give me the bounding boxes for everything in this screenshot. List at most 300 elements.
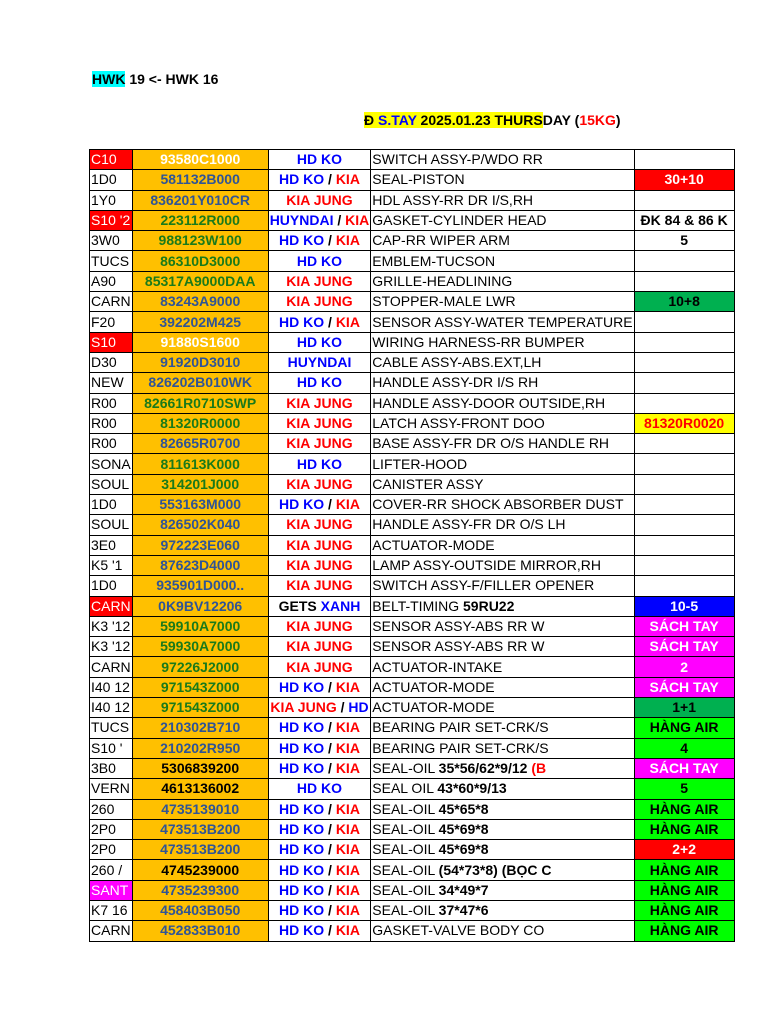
cell-note[interactable]: [634, 738, 734, 758]
cell-source[interactable]: [268, 292, 371, 312]
cell-description[interactable]: [371, 474, 634, 494]
sheet-header-date: [364, 112, 621, 128]
source-part: HD KO: [296, 333, 343, 350]
note-part: 81320R0020: [644, 415, 725, 431]
cell-source[interactable]: [268, 170, 371, 190]
cell-model[interactable]: 1D0: [90, 495, 133, 515]
cell-note[interactable]: [634, 474, 734, 494]
source-part: HD KO: [279, 678, 325, 695]
cell-source[interactable]: [268, 332, 371, 352]
cell-part-number[interactable]: 97226J2000: [132, 657, 268, 677]
cell-model[interactable]: I40 12: [90, 677, 133, 697]
cell-model[interactable]: VERN: [90, 779, 133, 799]
cell-description[interactable]: [371, 555, 634, 575]
cell-part-number[interactable]: 87623D4000: [132, 555, 268, 575]
cell-description[interactable]: [371, 413, 634, 433]
cell-part-number[interactable]: 935901D000..: [132, 576, 268, 596]
source-part: HD KO: [296, 252, 343, 269]
cell-part-number[interactable]: 553163M000: [132, 495, 268, 515]
cell-source[interactable]: [268, 738, 371, 758]
cell-description[interactable]: [371, 515, 634, 535]
cell-note[interactable]: [634, 576, 734, 596]
table-row: [90, 698, 735, 718]
description-part: BELT-TIMING: [372, 597, 464, 614]
cell-note[interactable]: [634, 292, 734, 312]
cell-model[interactable]: 260 /: [90, 860, 133, 880]
cell-note[interactable]: [634, 434, 734, 454]
cell-description[interactable]: [371, 535, 634, 555]
cell-model[interactable]: 1D0: [90, 576, 133, 596]
cell-source[interactable]: [268, 231, 371, 251]
parts-table-body: [90, 150, 735, 942]
cell-note[interactable]: [634, 880, 734, 900]
cell-model[interactable]: CARN: [90, 596, 133, 616]
cell-model[interactable]: D30: [90, 352, 133, 372]
cell-description[interactable]: [371, 840, 634, 860]
table-row: [90, 799, 735, 819]
table-row: [90, 170, 735, 190]
cell-model[interactable]: TUCS: [90, 718, 133, 738]
cell-part-number[interactable]: 59910A7000: [132, 616, 268, 636]
cell-note[interactable]: [634, 677, 734, 697]
table-row: [90, 434, 735, 454]
cell-note[interactable]: [634, 413, 734, 433]
source-part: KIA: [335, 496, 360, 513]
cell-description[interactable]: [371, 880, 634, 900]
cell-model[interactable]: F20: [90, 312, 133, 332]
cell-source[interactable]: [268, 657, 371, 677]
cell-source[interactable]: [268, 150, 371, 170]
description-part: HANDLE ASSY-FR DR O/S LH: [372, 516, 566, 533]
cell-part-number[interactable]: 59930A7000: [132, 637, 268, 657]
note-part: 86 K: [698, 212, 728, 229]
cell-note[interactable]: [634, 312, 734, 332]
cell-source[interactable]: [268, 515, 371, 535]
cell-part-number[interactable]: 811613K000: [132, 454, 268, 474]
cell-source[interactable]: [268, 779, 371, 799]
source-part: KIA: [335, 800, 360, 817]
note-part: SÁCH TAY: [649, 678, 719, 695]
cell-model[interactable]: K7 16: [90, 900, 133, 920]
cell-note[interactable]: [634, 637, 734, 657]
cell-description[interactable]: [371, 738, 634, 758]
note-part: 10+8: [668, 293, 700, 310]
cell-part-number[interactable]: 210302B710: [132, 718, 268, 738]
source-part: XANH: [316, 597, 361, 614]
cell-description[interactable]: [371, 758, 634, 778]
table-row: [90, 251, 735, 271]
description-part: 45*69*8: [438, 820, 489, 837]
cell-model[interactable]: I40 12: [90, 698, 133, 718]
cell-model[interactable]: 260: [90, 799, 133, 819]
cell-part-number[interactable]: 93580C1000: [132, 150, 268, 170]
table-row: [90, 393, 735, 413]
cell-description[interactable]: [371, 677, 634, 697]
cell-description[interactable]: [371, 657, 634, 677]
cell-description[interactable]: [371, 819, 634, 839]
source-part: HD KO: [279, 841, 325, 858]
cell-source[interactable]: [268, 596, 371, 616]
cell-source[interactable]: [268, 880, 371, 900]
cell-source[interactable]: [268, 576, 371, 596]
cell-source[interactable]: [268, 758, 371, 778]
cell-part-number[interactable]: 82665R0700: [132, 434, 268, 454]
table-row: [90, 738, 735, 758]
cell-description[interactable]: [371, 860, 634, 880]
cell-description[interactable]: [371, 190, 634, 210]
cell-source[interactable]: [268, 555, 371, 575]
cell-note[interactable]: [634, 454, 734, 474]
cell-note[interactable]: [634, 657, 734, 677]
cell-model[interactable]: R00: [90, 434, 133, 454]
cell-note[interactable]: [634, 170, 734, 190]
source-part: KIA JUNG: [286, 394, 353, 411]
cell-description[interactable]: [371, 271, 634, 291]
cell-model[interactable]: SONA: [90, 454, 133, 474]
source-part: HD KO: [279, 719, 325, 736]
cell-description[interactable]: [371, 251, 634, 271]
source-part: HUYNDAI: [287, 354, 352, 371]
cell-description[interactable]: [371, 921, 634, 941]
cell-model[interactable]: R00: [90, 413, 133, 433]
cell-note[interactable]: [634, 799, 734, 819]
cell-part-number[interactable]: 91920D3010: [132, 352, 268, 372]
description-part: SEAL-OIL: [372, 800, 439, 817]
cell-model[interactable]: 2P0: [90, 819, 133, 839]
description-part: GASKET-CYLINDER HEAD: [372, 212, 547, 229]
source-part: HD KO: [279, 496, 325, 513]
source-part: /: [324, 760, 336, 777]
cell-description[interactable]: [371, 373, 634, 393]
cell-note[interactable]: [634, 150, 734, 170]
source-part: KIA: [345, 212, 370, 229]
cell-note[interactable]: [634, 535, 734, 555]
cell-model[interactable]: C10: [90, 150, 133, 170]
table-row: [90, 616, 735, 636]
cell-note[interactable]: [634, 819, 734, 839]
cell-part-number[interactable]: 4613136002: [132, 779, 268, 799]
source-part: /: [324, 739, 336, 756]
cell-description[interactable]: [371, 900, 634, 920]
cell-model[interactable]: TUCS: [90, 251, 133, 271]
cell-model[interactable]: SOUL: [90, 474, 133, 494]
description-part: HANDLE ASSY-DR I/S RH: [372, 374, 539, 391]
cell-description[interactable]: [371, 779, 634, 799]
cell-note[interactable]: [634, 210, 734, 230]
note-part: HÀNG AIR: [649, 861, 719, 878]
table-row: [90, 515, 735, 535]
cell-part-number[interactable]: 5306839200: [132, 758, 268, 778]
source-part: HD KO: [296, 151, 343, 168]
cell-source[interactable]: [268, 799, 371, 819]
cell-source[interactable]: [268, 840, 371, 860]
cell-part-number[interactable]: 81320R0000: [132, 413, 268, 433]
cell-description[interactable]: [371, 312, 634, 332]
cell-source[interactable]: [268, 352, 371, 372]
cell-model[interactable]: NEW: [90, 373, 133, 393]
header-prefix: Đ: [364, 112, 378, 128]
cell-model[interactable]: K5 '1: [90, 555, 133, 575]
description-part: COVER-RR SHOCK ABSORBER DUST: [372, 496, 624, 513]
cell-model[interactable]: A90: [90, 271, 133, 291]
cell-source[interactable]: [268, 393, 371, 413]
cell-source[interactable]: [268, 900, 371, 920]
cell-description[interactable]: [371, 637, 634, 657]
description-part: SEAL-OIL: [372, 861, 439, 878]
cell-note[interactable]: [634, 515, 734, 535]
cell-source[interactable]: [268, 251, 371, 271]
source-part: KIA JUNG: [286, 516, 353, 533]
cell-note[interactable]: [634, 860, 734, 880]
cell-model[interactable]: R00: [90, 393, 133, 413]
cell-part-number[interactable]: 971543Z000: [132, 698, 268, 718]
cell-model[interactable]: K3 '12: [90, 616, 133, 636]
cell-part-number[interactable]: 82661R0710SWP: [132, 393, 268, 413]
note-part: 5: [680, 780, 689, 797]
cell-part-number[interactable]: 972223E060: [132, 535, 268, 555]
cell-part-number[interactable]: 86310D3000: [132, 251, 268, 271]
cell-part-number[interactable]: 314201J000: [132, 474, 268, 494]
cell-note[interactable]: [634, 555, 734, 575]
cell-source[interactable]: [268, 637, 371, 657]
cell-source[interactable]: [268, 718, 371, 738]
header-weight-close: ): [615, 112, 621, 128]
note-part: HÀNG AIR: [649, 922, 719, 939]
table-row: [90, 718, 735, 738]
cell-part-number[interactable]: 836201Y010CR: [132, 190, 268, 210]
description-part: CAP-RR WIPER ARM: [372, 232, 510, 249]
cell-part-number[interactable]: 971543Z000: [132, 677, 268, 697]
cell-description[interactable]: [371, 292, 634, 312]
cell-note[interactable]: [634, 758, 734, 778]
cell-part-number[interactable]: 223112R000: [132, 210, 268, 230]
cell-source[interactable]: [268, 819, 371, 839]
cell-source[interactable]: [268, 190, 371, 210]
source-part: KIA: [335, 760, 360, 777]
cell-note[interactable]: [634, 332, 734, 352]
cell-model[interactable]: CARN: [90, 292, 133, 312]
cell-description[interactable]: [371, 596, 634, 616]
cell-source[interactable]: [268, 474, 371, 494]
cell-note[interactable]: [634, 190, 734, 210]
cell-source[interactable]: [268, 210, 371, 230]
note-part: &: [680, 212, 699, 229]
description-part: EMBLEM-TUCSON: [372, 252, 496, 269]
source-part: HD KO: [279, 800, 325, 817]
cell-description[interactable]: [371, 495, 634, 515]
source-part: HD KO: [296, 374, 343, 391]
cell-note[interactable]: [634, 840, 734, 860]
note-part: 4: [680, 739, 689, 756]
description-part: SENSOR ASSY-ABS RR W: [372, 617, 545, 634]
source-part: /: [333, 212, 346, 229]
cell-note[interactable]: [634, 616, 734, 636]
cell-part-number[interactable]: 91880S1600: [132, 332, 268, 352]
cell-model[interactable]: 1D0: [90, 170, 133, 190]
table-row: [90, 210, 735, 230]
source-part: KIA: [335, 678, 360, 695]
header-weight: 15KG: [579, 112, 616, 128]
note-part: 2+2: [672, 841, 696, 858]
source-part: /: [336, 699, 349, 716]
source-part: KIA JUNG: [286, 475, 353, 492]
cell-model[interactable]: SANT: [90, 880, 133, 900]
sheet-header-route: [92, 71, 218, 87]
cell-description[interactable]: [371, 616, 634, 636]
cell-source[interactable]: [268, 860, 371, 880]
note-part: SÁCH TAY: [649, 760, 719, 777]
cell-description[interactable]: [371, 231, 634, 251]
source-part: KIA JUNG: [286, 435, 353, 452]
cell-source[interactable]: [268, 454, 371, 474]
table-row: [90, 900, 735, 920]
cell-source[interactable]: [268, 312, 371, 332]
cell-part-number[interactable]: 392202M425: [132, 312, 268, 332]
cell-part-number[interactable]: 4735139010: [132, 799, 268, 819]
table-row: [90, 474, 735, 494]
cell-source[interactable]: [268, 271, 371, 291]
cell-model[interactable]: 3W0: [90, 231, 133, 251]
note-part: HÀNG AIR: [649, 800, 719, 817]
cell-part-number[interactable]: 826202B010WK: [132, 373, 268, 393]
cell-model[interactable]: S10: [90, 332, 133, 352]
cell-note[interactable]: [634, 698, 734, 718]
cell-model[interactable]: 3E0: [90, 535, 133, 555]
source-part: KIA: [335, 719, 360, 736]
source-part: KIA JUNG: [286, 191, 353, 208]
description-part: HANDLE ASSY-DOOR OUTSIDE,RH: [372, 394, 606, 411]
source-part: HD KO: [279, 922, 325, 939]
cell-model[interactable]: CARN: [90, 921, 133, 941]
cell-note[interactable]: [634, 779, 734, 799]
cell-part-number[interactable]: 458403B050: [132, 900, 268, 920]
cell-note[interactable]: [634, 900, 734, 920]
cell-model[interactable]: S10 ': [90, 738, 133, 758]
cell-source[interactable]: [268, 373, 371, 393]
cell-description[interactable]: [371, 332, 634, 352]
description-part: (BỌC C: [497, 861, 552, 878]
description-part: STOPPER-MALE LWR: [372, 293, 516, 310]
cell-note[interactable]: [634, 271, 734, 291]
note-part: 1+1: [672, 699, 696, 716]
cell-part-number[interactable]: 4745239000: [132, 860, 268, 880]
cell-part-number[interactable]: 581132B000: [132, 170, 268, 190]
cell-part-number[interactable]: 826502K040: [132, 515, 268, 535]
cell-source[interactable]: [268, 677, 371, 697]
cell-description[interactable]: [371, 799, 634, 819]
cell-part-number[interactable]: 210202R950: [132, 738, 268, 758]
cell-model[interactable]: 1Y0: [90, 190, 133, 210]
cell-model[interactable]: S10 '2: [90, 210, 133, 230]
cell-description[interactable]: [371, 718, 634, 738]
cell-source[interactable]: [268, 495, 371, 515]
source-part: KIA: [335, 881, 360, 898]
table-row: [90, 535, 735, 555]
cell-note[interactable]: [634, 596, 734, 616]
cell-note[interactable]: [634, 231, 734, 251]
note-part: HÀNG AIR: [649, 820, 719, 837]
cell-part-number[interactable]: 0K9BV12206: [132, 596, 268, 616]
description-part: SENSOR ASSY-WATER TEMPERATURE: [372, 313, 633, 330]
cell-part-number[interactable]: 988123W100: [132, 231, 268, 251]
cell-source[interactable]: [268, 535, 371, 555]
header-date-highlight: [364, 112, 543, 128]
table-row: [90, 921, 735, 941]
cell-note[interactable]: [634, 352, 734, 372]
cell-description[interactable]: [371, 352, 634, 372]
cell-description[interactable]: [371, 454, 634, 474]
description-part: SEAL-OIL: [372, 841, 439, 858]
source-part: KIA JUNG: [286, 415, 353, 431]
cell-model[interactable]: 3B0: [90, 758, 133, 778]
source-part: KIA JUNG: [286, 617, 353, 634]
cell-description[interactable]: [371, 698, 634, 718]
source-part: /: [324, 313, 336, 330]
cell-source[interactable]: [268, 921, 371, 941]
cell-part-number[interactable]: 473513B200: [132, 840, 268, 860]
table-row: [90, 332, 735, 352]
cell-part-number[interactable]: 452833B010: [132, 921, 268, 941]
cell-description[interactable]: [371, 434, 634, 454]
cell-source[interactable]: [268, 698, 371, 718]
source-part: KIA JUNG: [286, 658, 353, 675]
cell-note[interactable]: [634, 251, 734, 271]
note-part: SÁCH TAY: [649, 638, 719, 655]
cell-part-number[interactable]: 473513B200: [132, 819, 268, 839]
source-part: /: [324, 496, 336, 513]
cell-source[interactable]: [268, 413, 371, 433]
cell-part-number[interactable]: 83243A9000: [132, 292, 268, 312]
description-part: LAMP ASSY-OUTSIDE MIRROR,RH: [372, 557, 601, 574]
source-part: HD KO: [279, 861, 325, 878]
header-route: 19 <- HWK 16: [125, 71, 219, 87]
cell-description[interactable]: [371, 210, 634, 230]
note-part: HÀNG AIR: [649, 902, 719, 919]
cell-description[interactable]: [371, 150, 634, 170]
cell-model[interactable]: 2P0: [90, 840, 133, 860]
cell-note[interactable]: [634, 921, 734, 941]
source-part: HD KO: [279, 881, 325, 898]
source-part: KIA: [335, 171, 360, 188]
table-row: [90, 860, 735, 880]
cell-note[interactable]: [634, 373, 734, 393]
cell-model[interactable]: CARN: [90, 657, 133, 677]
source-part: KIA JUNG: [286, 536, 353, 553]
description-part: BEARING PAIR SET-CRK/S: [372, 719, 549, 736]
cell-model[interactable]: K3 '12: [90, 637, 133, 657]
description-part: SWITCH ASSY-F/FILLER OPENER: [372, 577, 595, 594]
description-part: 37*47*6: [438, 902, 489, 919]
cell-note[interactable]: [634, 393, 734, 413]
cell-part-number[interactable]: 85317A9000DAA: [132, 271, 268, 291]
cell-part-number[interactable]: 4735239300: [132, 880, 268, 900]
table-row: [90, 637, 735, 657]
cell-description[interactable]: [371, 393, 634, 413]
source-part: HD KO: [279, 760, 325, 777]
table-row: [90, 292, 735, 312]
description-part: (54*73*8): [438, 861, 498, 878]
cell-source[interactable]: [268, 434, 371, 454]
source-part: HD KO: [279, 739, 325, 756]
cell-description[interactable]: [371, 576, 634, 596]
cell-description[interactable]: [371, 170, 634, 190]
cell-model[interactable]: SOUL: [90, 515, 133, 535]
cell-note[interactable]: [634, 718, 734, 738]
note-part: ĐK 84: [640, 212, 681, 229]
cell-note[interactable]: [634, 495, 734, 515]
table-row: [90, 150, 735, 170]
cell-source[interactable]: [268, 616, 371, 636]
